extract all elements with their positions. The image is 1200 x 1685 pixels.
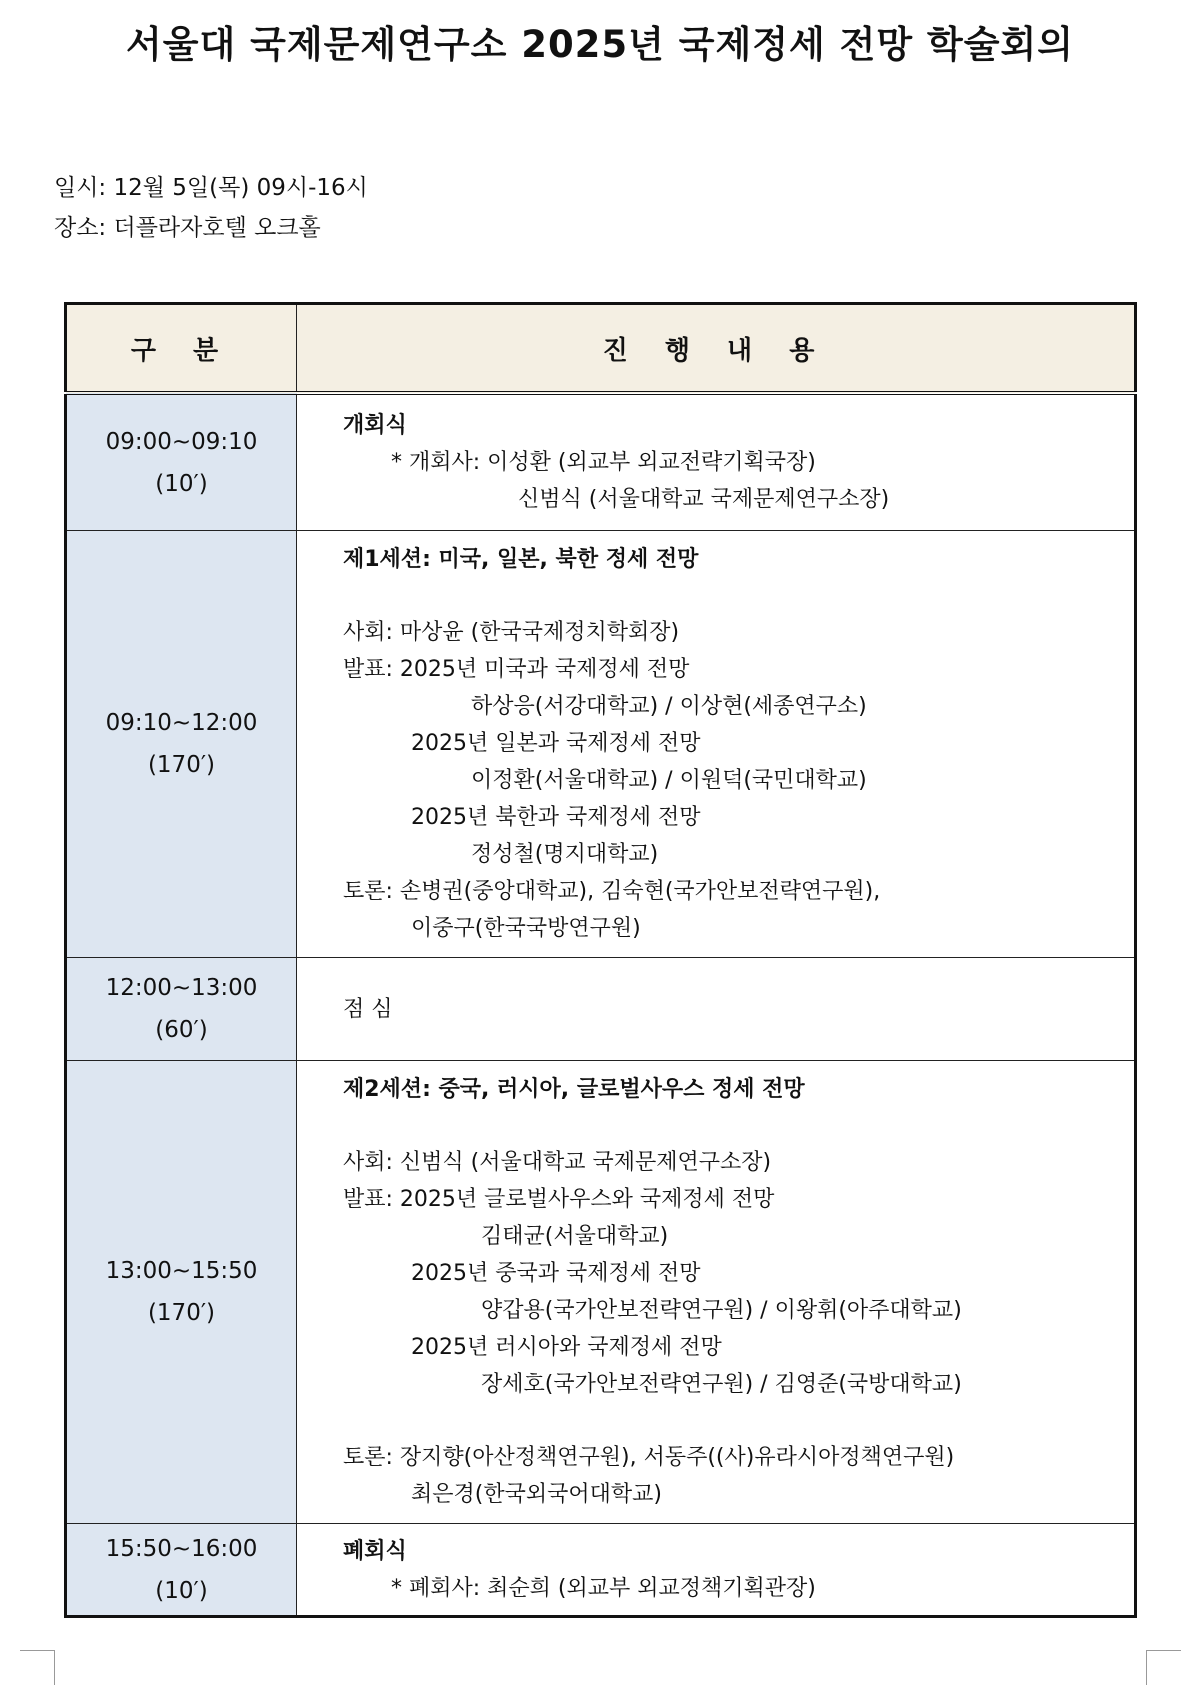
- event-datetime: 일시: 12월 5일(목) 09시-16시: [54, 175, 368, 201]
- header-content: 진 행 내 용: [297, 304, 1136, 394]
- document-title: 서울대 국제문제연구소 2025년 국제정세 전망 학술회의: [126, 23, 1074, 66]
- program-line: 사회: 마상윤 (한국국제정치학회장): [343, 620, 680, 645]
- duration: (10′): [155, 1577, 208, 1604]
- program-line: 2025년 중국과 국제정세 전망: [411, 1261, 701, 1286]
- header-category: 구 분: [66, 304, 297, 394]
- table-row: [66, 1061, 1136, 1524]
- program-cell: [297, 1061, 1136, 1524]
- program-line: 이정환(서울대학교) / 이원덕(국민대학교): [471, 768, 867, 793]
- event-venue: 장소: 더플라자호텔 오크홀: [54, 215, 321, 241]
- table-row: [66, 958, 1136, 1061]
- session-title: 제2세션: 중국, 러시아, 글로벌사우스 정세 전망: [343, 1077, 805, 1102]
- session-title: 개회식: [343, 413, 407, 438]
- program-line: 신범식 (서울대학교 국제문제연구소장): [518, 487, 890, 512]
- duration: (10′): [155, 470, 208, 497]
- program-line: * 개회사: 이성환 (외교부 외교전략기획국장): [391, 450, 816, 475]
- program-line: 2025년 러시아와 국제정세 전망: [411, 1335, 722, 1360]
- program-line: 이중구(한국국방연구원): [411, 916, 641, 941]
- program-line: 하상응(서강대학교) / 이상현(세종연구소): [471, 694, 867, 719]
- duration: (60′): [155, 1017, 208, 1043]
- time-range: 09:10~12:00: [105, 710, 258, 736]
- spacer: [343, 1403, 1134, 1439]
- spacer: [343, 578, 1134, 614]
- page-corner-mark-left: [20, 1650, 55, 1685]
- program-line: 양갑용(국가안보전략연구원) / 이왕휘(아주대학교): [481, 1298, 962, 1323]
- program-line: 점 심: [343, 996, 393, 1022]
- program-line: 장세호(국가안보전략연구원) / 김영준(국방대학교): [481, 1372, 962, 1397]
- time-range: 09:00~09:10: [105, 428, 258, 455]
- program-line: 정성철(명지대학교): [471, 842, 659, 867]
- table-row: [66, 1524, 1136, 1617]
- program-line: 토론: 장지향(아산정책연구원), 서동주((사)유라시아정책연구원): [343, 1445, 955, 1470]
- program-line: 최은경(한국외국어대학교): [411, 1482, 662, 1507]
- program-line: 김태균(서울대학교): [481, 1224, 669, 1249]
- program-cell: [297, 531, 1136, 958]
- program-cell: [297, 1524, 1136, 1617]
- session-title: 제1세션: 미국, 일본, 북한 정세 전망: [343, 547, 699, 572]
- time-range: 12:00~13:00: [105, 975, 258, 1001]
- duration: (170′): [147, 752, 216, 778]
- session-title: 폐회식: [343, 1538, 407, 1564]
- schedule-table: [64, 302, 1137, 1618]
- table-row: [66, 393, 1136, 531]
- time-range: 13:00~15:50: [105, 1258, 258, 1284]
- time-cell: [66, 531, 297, 958]
- program-line: 2025년 일본과 국제정세 전망: [411, 731, 701, 756]
- spacer: [343, 1108, 1134, 1144]
- table-header-row: [66, 304, 1136, 394]
- program-line: 발표: 2025년 글로벌사우스와 국제정세 전망: [343, 1187, 775, 1212]
- program-line: 2025년 북한과 국제정세 전망: [411, 805, 701, 830]
- time-cell: [66, 393, 297, 531]
- program-line: * 폐회사: 최순희 (외교부 외교정책기획관장): [391, 1575, 816, 1601]
- duration: (170′): [147, 1300, 216, 1326]
- page-corner-mark-right: [1146, 1650, 1181, 1685]
- program-cell: [297, 393, 1136, 531]
- program-line: 사회: 신범식 (서울대학교 국제문제연구소장): [343, 1150, 772, 1175]
- time-cell: [66, 958, 297, 1061]
- time-cell: [66, 1524, 297, 1617]
- table-row: [66, 531, 1136, 958]
- program-cell: [297, 958, 1136, 1061]
- program-line: 발표: 2025년 미국과 국제정세 전망: [343, 657, 690, 682]
- program-line: 토론: 손병권(중앙대학교), 김숙현(국가안보전략연구원),: [343, 879, 881, 904]
- time-cell: [66, 1061, 297, 1524]
- time-range: 15:50~16:00: [105, 1535, 258, 1562]
